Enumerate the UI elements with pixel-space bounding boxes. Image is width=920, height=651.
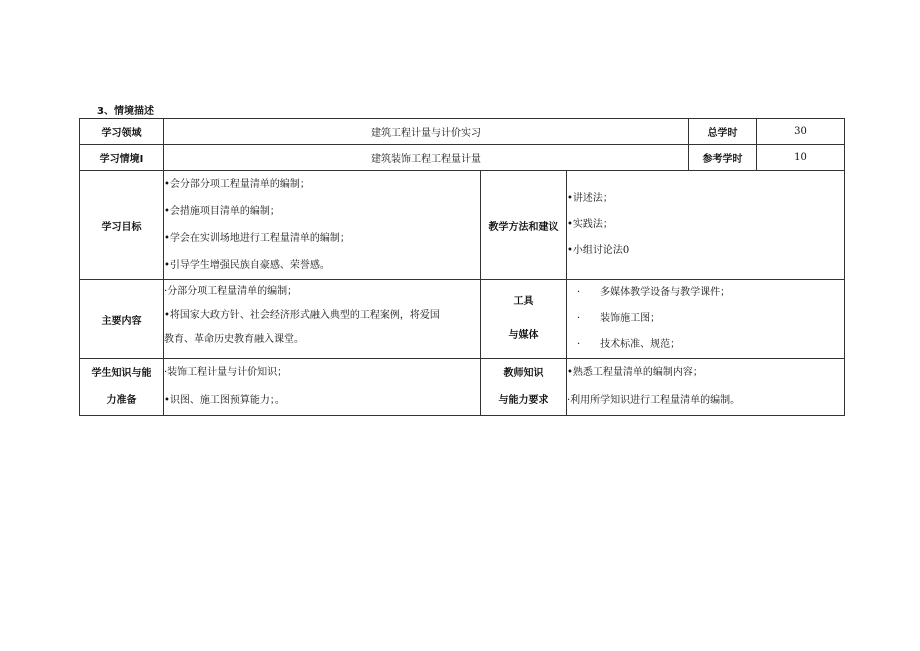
content-item: 教育、革命历史教育融入课堂。 (164, 334, 304, 345)
objectives-list (164, 171, 481, 280)
teacher-knowledge-list (567, 359, 845, 416)
row-content (80, 280, 845, 359)
student-knowledge-list (164, 359, 481, 416)
teacher-knowledge-label (481, 359, 567, 416)
row-learning-domain (80, 119, 845, 145)
reference-hours-label: 参考学时 (689, 145, 757, 171)
teacher-knowledge-label-line1: 教师知识 (503, 368, 544, 379)
content-list (164, 280, 481, 359)
student-knowledge-label (80, 359, 164, 416)
content-item: •将国家大政方针、社会经济形式融入典型的工程案例，将爱国 (164, 310, 440, 321)
objectives-label: 学习目标 (80, 171, 164, 280)
content-label: 主要内容 (80, 280, 164, 359)
objective-item: •会措施项目清单的编制； (164, 206, 280, 217)
teacher-knowledge-label-line2: 与能力要求 (498, 395, 549, 406)
tool-item: · 多媒体教学设备与教学课件； (577, 287, 731, 298)
knowledge-item: ·装饰工程计量与计价知识； (164, 367, 288, 378)
row-knowledge (80, 359, 845, 416)
row-learning-situation (80, 145, 845, 171)
tools-label-line2: 与媒体 (508, 330, 539, 341)
content-item: ·分部分项工程量清单的编制； (164, 286, 298, 297)
teacher-knowledge-item: •熟悉工程量清单的编制内容； (567, 367, 703, 378)
learning-situation-value: 建筑装饰工程工程量计量 (164, 145, 689, 171)
objective-item: •引导学生增强民族自豪感、荣誉感。 (164, 260, 330, 271)
reference-hours-value: 10 (757, 145, 845, 171)
learning-situation-label: 学习情境Ⅰ (80, 145, 164, 171)
learning-domain-label: 学习领域 (80, 119, 164, 145)
teacher-knowledge-item: ·利用所学知识进行工程量清单的编制。 (567, 395, 741, 406)
objective-item: •会分部分项工程量清单的编制； (164, 179, 310, 190)
tool-item: · 技术标准、规范； (577, 339, 681, 350)
student-knowledge-label-line2: 力准备 (106, 395, 137, 406)
method-item: •实践法； (567, 219, 613, 230)
section-title: 3、情境描述 (97, 106, 154, 117)
methods-list (567, 171, 845, 280)
tools-list (567, 280, 845, 359)
situation-table (79, 118, 845, 416)
knowledge-item: •识图、施工图预算能力；。 (164, 395, 285, 406)
student-knowledge-label-line1: 学生知识与能 (91, 368, 152, 379)
objective-item: •学会在实训场地进行工程量清单的编制； (164, 233, 350, 244)
row-objectives (80, 171, 845, 280)
tools-label-line1: 工具 (513, 296, 534, 307)
method-item: •讲述法； (567, 193, 613, 204)
method-item: •小组讨论法0 (567, 245, 630, 256)
total-hours-value: 30 (757, 119, 845, 145)
learning-domain-value: 建筑工程计量与计价实习 (164, 119, 689, 145)
tools-label (481, 280, 567, 359)
total-hours-label: 总学时 (689, 119, 757, 145)
tool-item: · 装饰施工图； (577, 313, 661, 324)
methods-label: 教学方法和建议 (481, 171, 567, 280)
